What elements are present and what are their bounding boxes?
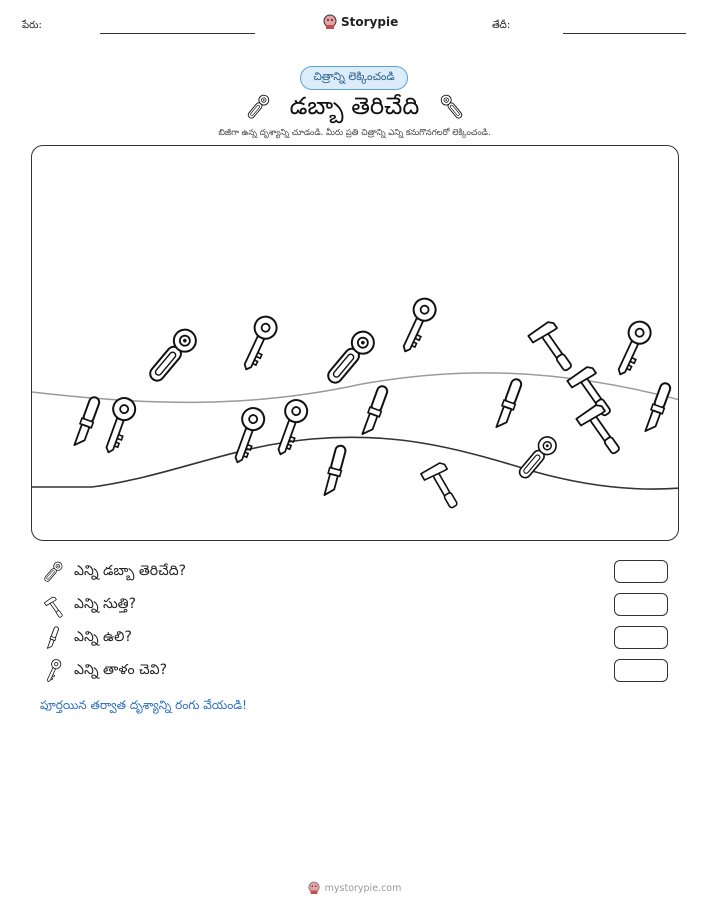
hammer-icon <box>528 320 580 377</box>
chisel-icon <box>72 396 101 449</box>
answer-box-hammer[interactable] <box>614 593 668 616</box>
can-opener-icon <box>40 559 66 585</box>
question-key <box>40 658 167 684</box>
question-label: ఎన్ని డబ్బా తెరిచేది? <box>74 562 187 579</box>
answer-box-can-opener[interactable] <box>614 560 668 583</box>
answer-box-chisel[interactable] <box>614 626 668 649</box>
instructions: బిజీగా ఉన్న దృశ్యాన్ని చూడండి. మీరు ప్రతి చిత్రాన్ని ఎన్ని కనుగొనగలరో లెక్కించండి. <box>218 128 491 138</box>
brand-logo <box>323 14 398 30</box>
scene-illustration <box>32 146 679 541</box>
question-can-opener <box>40 559 186 585</box>
date-field[interactable] <box>563 33 686 34</box>
chisel-icon <box>322 444 347 497</box>
busy-scene <box>31 145 679 541</box>
chisel-icon <box>40 625 66 651</box>
storypie-mascot-icon <box>308 881 320 895</box>
can-opener-icon <box>437 92 467 122</box>
can-opener-icon <box>144 325 200 386</box>
date-label: తేదీ: <box>492 20 511 31</box>
name-label: పేరు: <box>22 20 42 31</box>
hammer-icon <box>421 461 465 513</box>
key-icon <box>395 295 439 356</box>
key-icon <box>40 658 66 684</box>
key-icon <box>98 395 138 456</box>
chisel-icon <box>494 378 523 431</box>
question-label: ఎన్ని తాళం చెవి? <box>74 661 168 678</box>
hammer-icon <box>576 403 628 460</box>
question-hammer <box>40 592 136 618</box>
question-chisel <box>40 625 132 651</box>
finish-instruction: పూర్తయిన తర్వాత దృశ్యాన్ని రంగు వేయండి! <box>40 698 247 712</box>
footer-site: mystorypie.com <box>324 882 402 894</box>
worksheet-title: డబ్బా తెరిచేది <box>289 92 420 120</box>
key-icon <box>610 318 654 379</box>
key-icon <box>270 397 310 458</box>
ground-line <box>32 437 679 489</box>
footer <box>0 881 709 895</box>
worksheet-badge: చిత్రాన్ని లెక్కించండి <box>300 66 408 90</box>
question-label: ఎన్ని ఉలి? <box>74 628 132 645</box>
question-label: ఎన్ని సుత్తి? <box>74 595 137 612</box>
brand-name: Storypie <box>341 15 399 29</box>
chisel-icon <box>643 382 672 435</box>
key-icon <box>236 313 280 374</box>
storypie-mascot-icon <box>323 14 337 30</box>
can-opener-icon <box>515 433 560 482</box>
chisel-icon <box>360 385 389 438</box>
key-icon <box>227 405 267 466</box>
can-opener-icon <box>322 327 378 388</box>
name-field[interactable] <box>100 33 255 34</box>
answer-box-key[interactable] <box>614 659 668 682</box>
hammer-icon <box>40 592 66 618</box>
